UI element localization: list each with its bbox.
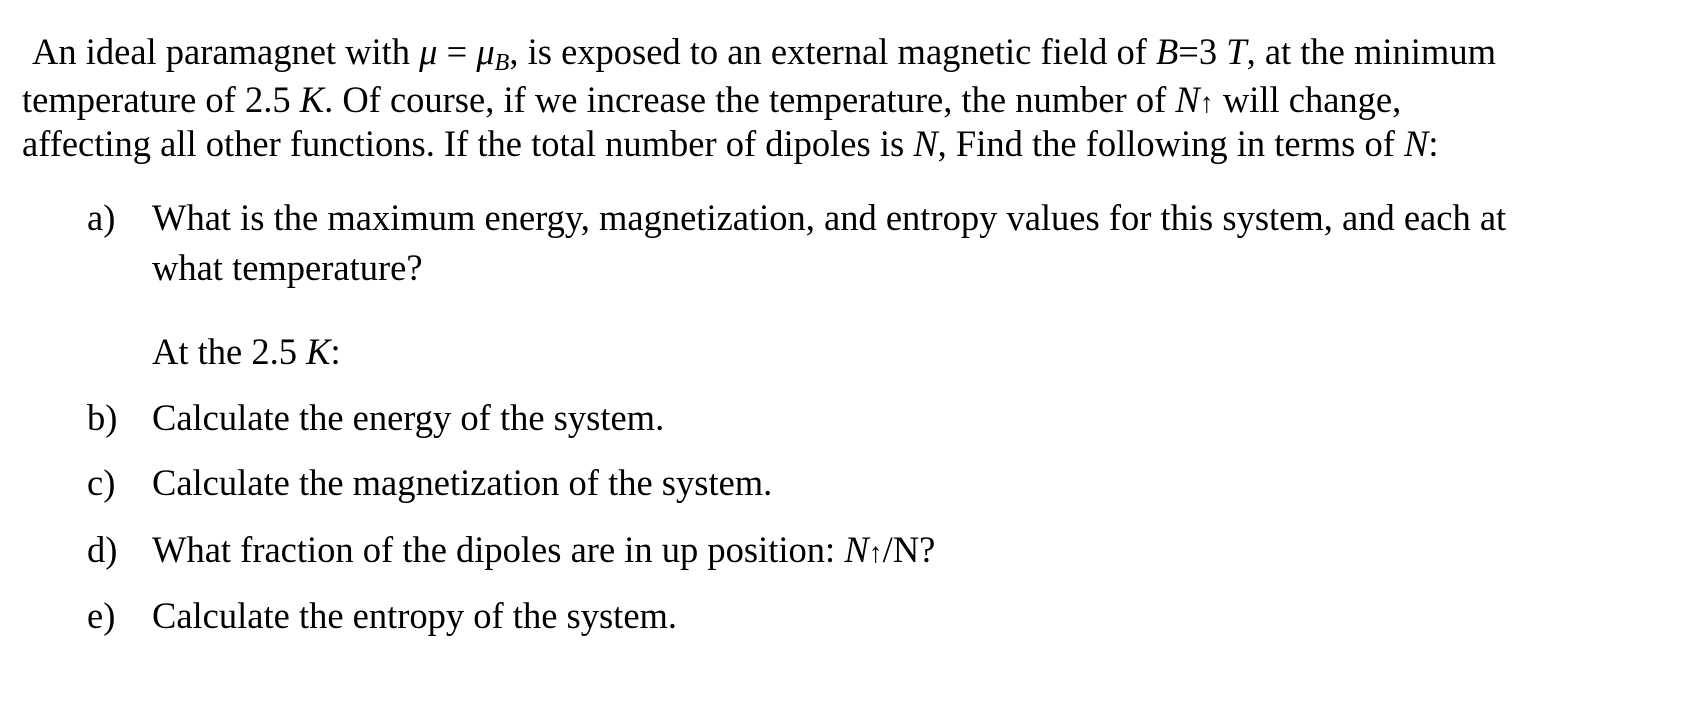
- intro-text: . Of course, if we increase the temperature, the number of: [324, 79, 1176, 120]
- question-d-post: /N?: [882, 529, 936, 570]
- intro-text: An ideal paramagnet with: [32, 31, 420, 72]
- question-marker: e): [87, 595, 116, 636]
- symbol-mu: μ: [419, 31, 438, 72]
- question-text: What is the maximum energy, magnetization, and entropy values for this system, and each at: [152, 197, 1507, 238]
- unit-tesla: T: [1226, 31, 1247, 72]
- question-marker: c): [87, 462, 116, 503]
- sub-heading-text: [152, 330, 341, 374]
- intro-text: , is exposed to an external magnetic field of: [509, 31, 1156, 72]
- intro-text: :: [1428, 123, 1439, 164]
- question-text: Calculate the magnetization of the system.: [152, 462, 773, 503]
- intro-line-3: [22, 122, 1439, 166]
- symbol-n: N: [913, 123, 938, 164]
- question-marker: d): [87, 529, 118, 570]
- intro-text: , at the minimum: [1246, 31, 1496, 72]
- question-marker: b): [87, 397, 118, 438]
- question-d-pre: What fraction of the dipoles are in up position:: [152, 529, 845, 570]
- symbol-n: N: [844, 529, 869, 570]
- intro-text: affecting all other functions. If the total number of dipoles is: [22, 123, 914, 164]
- unit-kelvin: K: [306, 331, 331, 372]
- question-text: what temperature?: [152, 247, 423, 288]
- intro-text: temperature of 2.5: [22, 79, 300, 120]
- question-marker: a): [87, 197, 116, 238]
- sub-heading-pre: At the 2.5: [152, 331, 307, 372]
- symbol-mu-b: μ: [476, 31, 495, 72]
- unit-kelvin: K: [299, 79, 325, 120]
- field-value: =3: [1178, 31, 1227, 72]
- intro-line-1: [32, 30, 1496, 85]
- up-arrow-icon: ↑: [868, 538, 883, 569]
- symbol-b: B: [1156, 31, 1179, 72]
- question-text: Calculate the energy of the system.: [152, 397, 665, 438]
- subscript-b: B: [494, 50, 510, 76]
- up-arrow-icon: ↑: [1199, 88, 1214, 119]
- equals-sign: =: [437, 31, 477, 72]
- question-text: [152, 528, 935, 576]
- symbol-n: N: [1404, 123, 1429, 164]
- intro-text: will change,: [1213, 79, 1402, 120]
- question-text: Calculate the entropy of the system.: [152, 595, 678, 636]
- intro-line-2: [22, 78, 1401, 126]
- symbol-n: N: [1175, 79, 1200, 120]
- intro-text: , Find the following in terms of: [937, 123, 1405, 164]
- sub-heading-post: :: [330, 331, 341, 372]
